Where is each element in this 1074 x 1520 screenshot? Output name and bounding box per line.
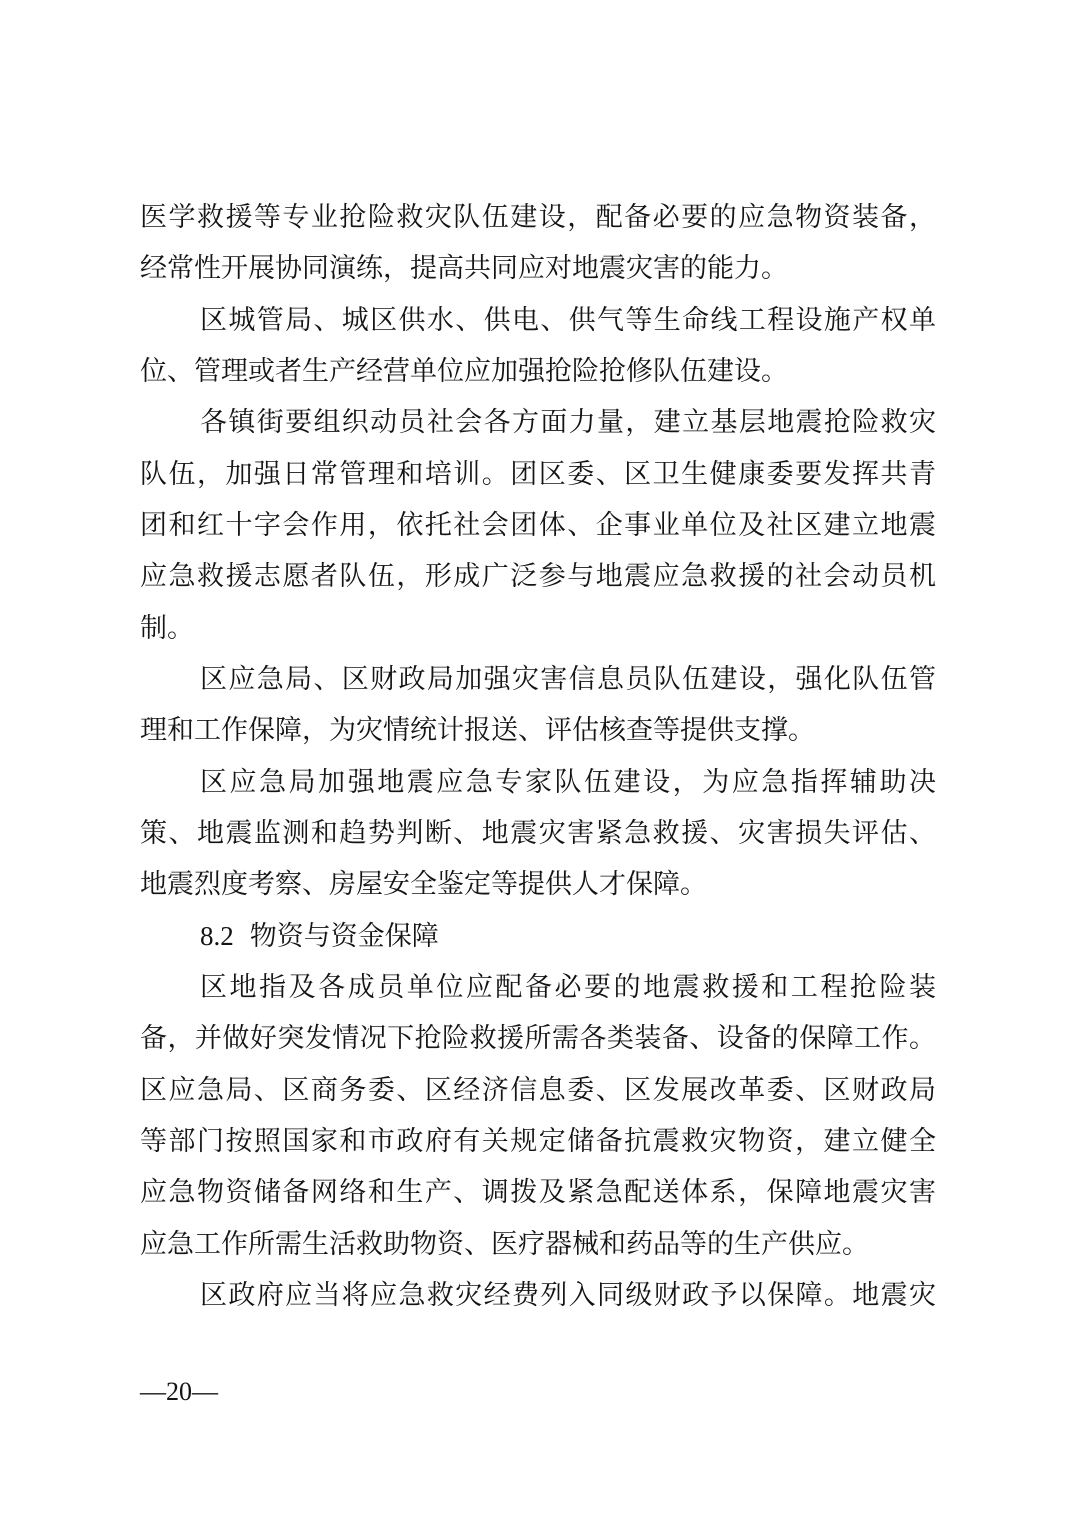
text-line: 应急救援志愿者队伍，形成广泛参与地震应急救援的社会动员机 [140,561,936,593]
text-line: 医学救援等专业抢险救灾队伍建设，配备必要的应急物资装备， [140,202,936,233]
text-line: 理和工作保障，为灾情统计报送、评估核查等提供支撑。 [140,715,815,747]
section-number: 8.2 [200,920,234,951]
text-line: 备，并做好突发情况下抢险救援所需各类装备、设备的保障工作。 [140,1023,936,1055]
section-title: 物资与资金保障 [249,920,439,952]
paragraph [140,1270,936,1321]
text-line: 区城管局、城区供水、供电、供气等生命线工程设施产权单 [200,304,936,336]
text-line: 策、地震监测和趋势判断、地震灾害紧急救援、灾害损失评估、 [140,817,936,849]
text-line: 队伍，加强日常管理和培训。团区委、区卫生健康委要发挥共青 [140,458,936,490]
text-line: 地震烈度考察、房屋安全鉴定等提供人才保障。 [140,869,707,901]
text-line: 制。 [140,612,194,644]
text-line: 区政府应当将应急救灾经费列入同级财政予以保障。地震灾 [200,1279,936,1311]
paragraph [140,654,936,757]
text-line: 区应急局、区财政局加强灾害信息员队伍建设，强化队伍管 [200,663,936,695]
text-line: 等部门按照国家和市政府有关规定储备抗震救灾物资，建立健全 [140,1125,936,1157]
paragraph [140,962,936,1270]
paragraph [140,757,936,911]
section-heading [140,911,936,962]
text-line: 各镇街要组织动员社会各方面力量，建立基层地震抢险救灾 [200,407,936,439]
paragraph [140,397,936,654]
text-line: 区应急局加强地震应急专家队伍建设，为应急指挥辅助决 [200,766,936,798]
text-line: 区地指及各成员单位应配备必要的地震救援和工程抢险装 [200,971,936,1003]
text-line: 位、管理或者生产经营单位应加强抢险抢修队伍建设。 [140,355,788,387]
paragraph [140,295,936,398]
text-line: 应急物资储备网络和生产、调拨及紧急配送体系，保障地震灾害 [140,1177,936,1209]
document-body [140,192,936,1321]
text-line: 经常性开展协同演练，提高共同应对地震灾害的能力。 [140,253,788,285]
text-line: 应急工作所需生活救助物资、医疗器械和药品等的生产供应。 [140,1228,869,1260]
page-number: —20— [140,1377,218,1406]
paragraph [140,192,936,295]
text-line: 团和红十字会作用，依托社会团体、企事业单位及社区建立地震 [140,509,936,541]
text-line: 区应急局、区商务委、区经济信息委、区发展改革委、区财政局 [140,1074,936,1106]
